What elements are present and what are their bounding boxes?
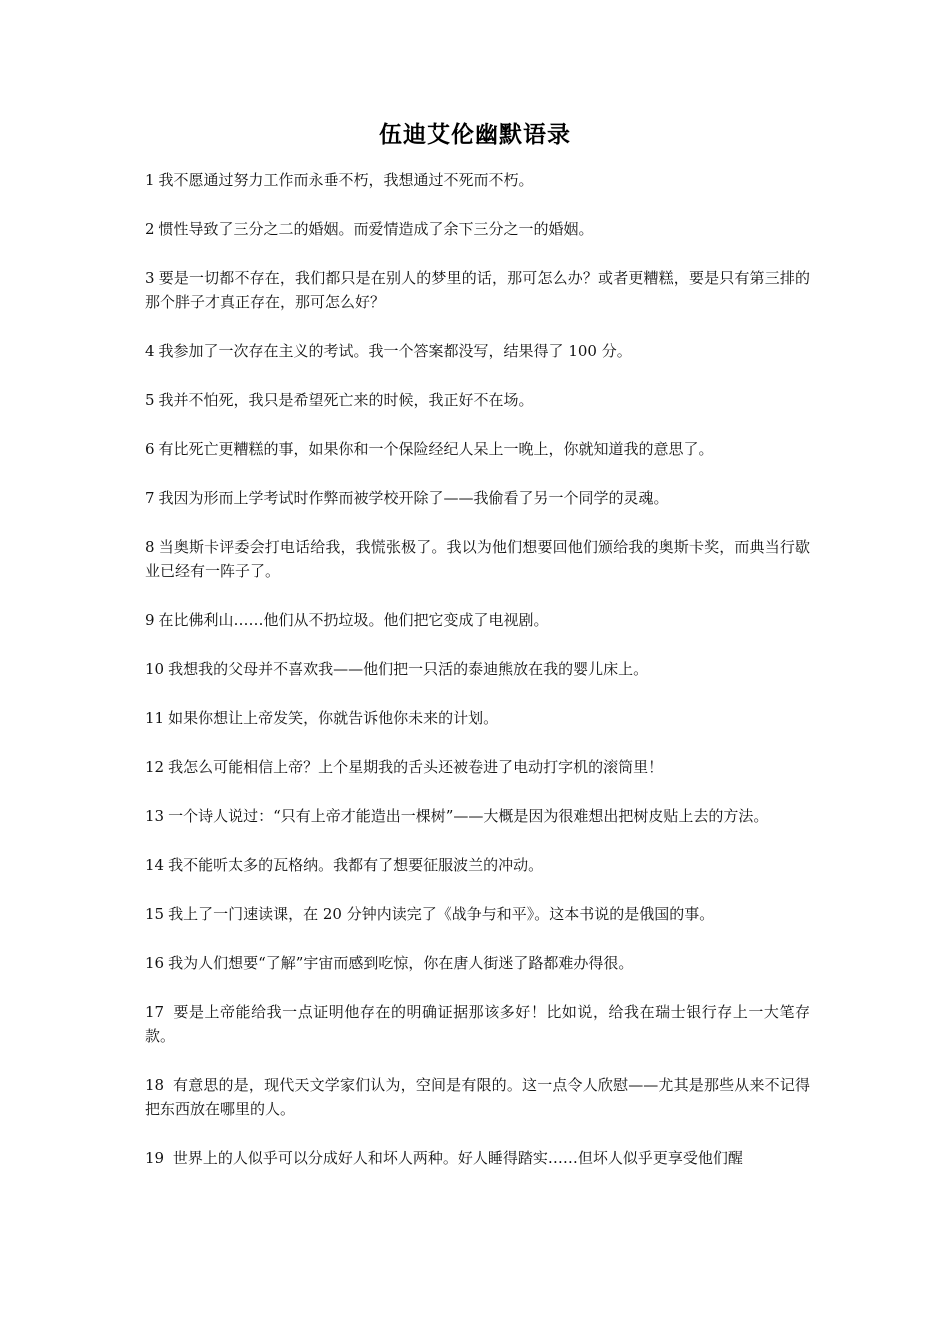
list-item: [145, 608, 810, 632]
quote-text: 一个诗人说过：“只有上帝才能造出一棵树”——大概是因为很难想出把树皮贴上去的方法。: [168, 807, 769, 825]
page-title: 伍迪艾伦幽默语录: [379, 122, 571, 148]
quote-number: 14: [145, 856, 165, 874]
quote-number: 1: [145, 171, 155, 189]
list-item: [145, 486, 810, 510]
quote-number: 19: [145, 1149, 165, 1167]
quote-text: 我并不怕死，我只是希望死亡来的时候，我正好不在场。: [158, 391, 534, 409]
quote-number: 10: [145, 660, 165, 678]
quote-number: 2: [145, 220, 155, 238]
quote-number: 8: [145, 538, 155, 556]
quote-number: 4: [145, 342, 155, 360]
quote-text: 有比死亡更糟糕的事，如果你和一个保险经纪人呆上一晚上，你就知道我的意思了。: [158, 440, 714, 458]
quote-number: 15: [145, 905, 165, 923]
quote-text: 我不能听太多的瓦格纳。我都有了想要征服波兰的冲动。: [168, 856, 544, 874]
quote-number: 13: [145, 807, 165, 825]
list-item: [145, 706, 810, 730]
quote-number: 7: [145, 489, 155, 507]
quote-number: 6: [145, 440, 155, 458]
quote-number: 11: [145, 709, 165, 727]
quote-number: 18: [145, 1076, 165, 1094]
quote-number: 16: [145, 954, 165, 972]
quote-text: 我不愿通过努力工作而永垂不朽，我想通过不死而不朽。: [158, 171, 534, 189]
list-item: [145, 853, 810, 877]
list-item: [145, 1000, 810, 1048]
quote-text: 有意思的是，现代天文学家们认为，空间是有限的。这一点令人欣慰——尤其是那些从来不记得把东西放在哪里的人。: [145, 1076, 810, 1118]
quote-list: [145, 168, 810, 1195]
list-item: [145, 902, 810, 926]
quote-text: 要是上帝能给我一点证明他存在的明确证据那该多好！比如说，给我在瑞士银行存上一大笔存款。: [145, 1003, 810, 1045]
quote-number: 17: [145, 1003, 165, 1021]
quote-text: 我上了一门速读课，在 20 分钟内读完了《战争与和平》。这本书说的是俄国的事。: [168, 905, 715, 923]
list-item: [145, 388, 810, 412]
list-item: [145, 217, 810, 241]
list-item: [145, 1073, 810, 1121]
list-item: [145, 804, 810, 828]
list-item: [145, 951, 810, 975]
quote-text: 世界上的人似乎可以分成好人和坏人两种。好人睡得踏实……但坏人似乎更享受他们醒: [168, 1149, 743, 1167]
list-item: [145, 266, 810, 314]
list-item: [145, 535, 810, 583]
quote-number: 3: [145, 269, 155, 287]
list-item: [145, 1146, 810, 1170]
list-item: [145, 657, 810, 681]
list-item: [145, 437, 810, 461]
quote-number: 12: [145, 758, 165, 776]
list-item: [145, 755, 810, 779]
quote-text: 如果你想让上帝发笑，你就告诉他你未来的计划。: [168, 709, 499, 727]
quote-text: 我参加了一次存在主义的考试。我一个答案都没写，结果得了 100 分。: [158, 342, 632, 360]
quote-number: 5: [145, 391, 155, 409]
list-item: [145, 168, 810, 192]
quote-text: 惯性导致了三分之二的婚姻。而爱情造成了余下三分之一的婚姻。: [158, 220, 594, 238]
quote-text: 我为人们想要“了解”宇宙而感到吃惊，你在唐人街迷了路都难办得很。: [168, 954, 634, 972]
list-item: [145, 339, 810, 363]
quote-text: 当奥斯卡评委会打电话给我，我慌张极了。我以为他们想要回他们颁给我的奥斯卡奖，而典当行歇业已经有一阵子了。: [145, 538, 810, 580]
quote-number: 9: [145, 611, 155, 629]
quote-text: 要是一切都不存在，我们都只是在别人的梦里的话，那可怎么办？或者更糟糕，要是只有第三排的那个胖子才真正存在，那可怎么好？: [145, 269, 810, 311]
quote-text: 我想我的父母并不喜欢我——他们把一只活的泰迪熊放在我的婴儿床上。: [168, 660, 649, 678]
quote-text: 我因为形而上学考试时作弊而被学校开除了——我偷看了另一个同学的灵魂。: [158, 489, 669, 507]
quote-text: 我怎么可能相信上帝？上个星期我的舌头还被卷进了电动打字机的滚筒里！: [168, 758, 664, 776]
quote-text: 在比佛利山……他们从不扔垃圾。他们把它变成了电视剧。: [158, 611, 549, 629]
